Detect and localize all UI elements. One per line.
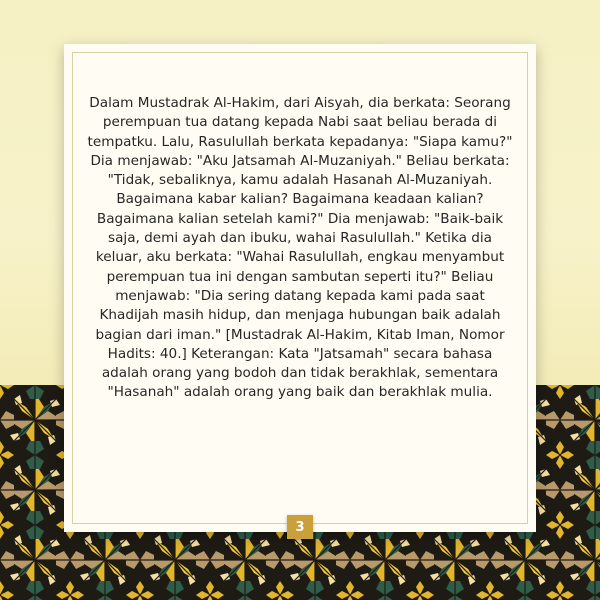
hadith-text: Dalam Mustadrak Al-Hakim, dari Aisyah, dia berkata: Seorang perempuan tua datang kepada Nabi saat beliau berada di tempatku. Lalu, Rasulullah berkata kepadanya: "Siapa kamu?" Dia menjawab: "Aku Jatsamah Al-Muzaniyah." Beliau berkata: "Tidak, sebaliknya, kamu adalah Hasanah Al-Muzaniyah. Bagaimana kabar kalian? Bagaimana keadaan kalian? Bagaimana kalian setelah kami?" Dia menjawab: "Baik-baik saja, demi ayah dan ibuku, wahai Rasulullah." Ketika dia keluar, aku berkata: "Wahai Rasulullah, engkau menyambut perempuan tua ini dengan sambutan seperti itu?" Beliau menjawab: "Dia sering datang kepada kami pada saat Khadijah masih hidup, dan menjaga hubungan baik adalah bagian dari iman." [Mustadrak Al-Hakim, Kitab Iman, Nomor Hadits: 40.] Keterangan: Kata "Jatsamah" secara bahasa adalah orang yang bodoh dan tidak berakhlak, sementara "Hasanah" adalah orang yang baik dan berakhlak mulia.	[87, 95, 513, 401]
page-number-badge: 3	[287, 515, 313, 539]
quote-card	[64, 44, 536, 532]
